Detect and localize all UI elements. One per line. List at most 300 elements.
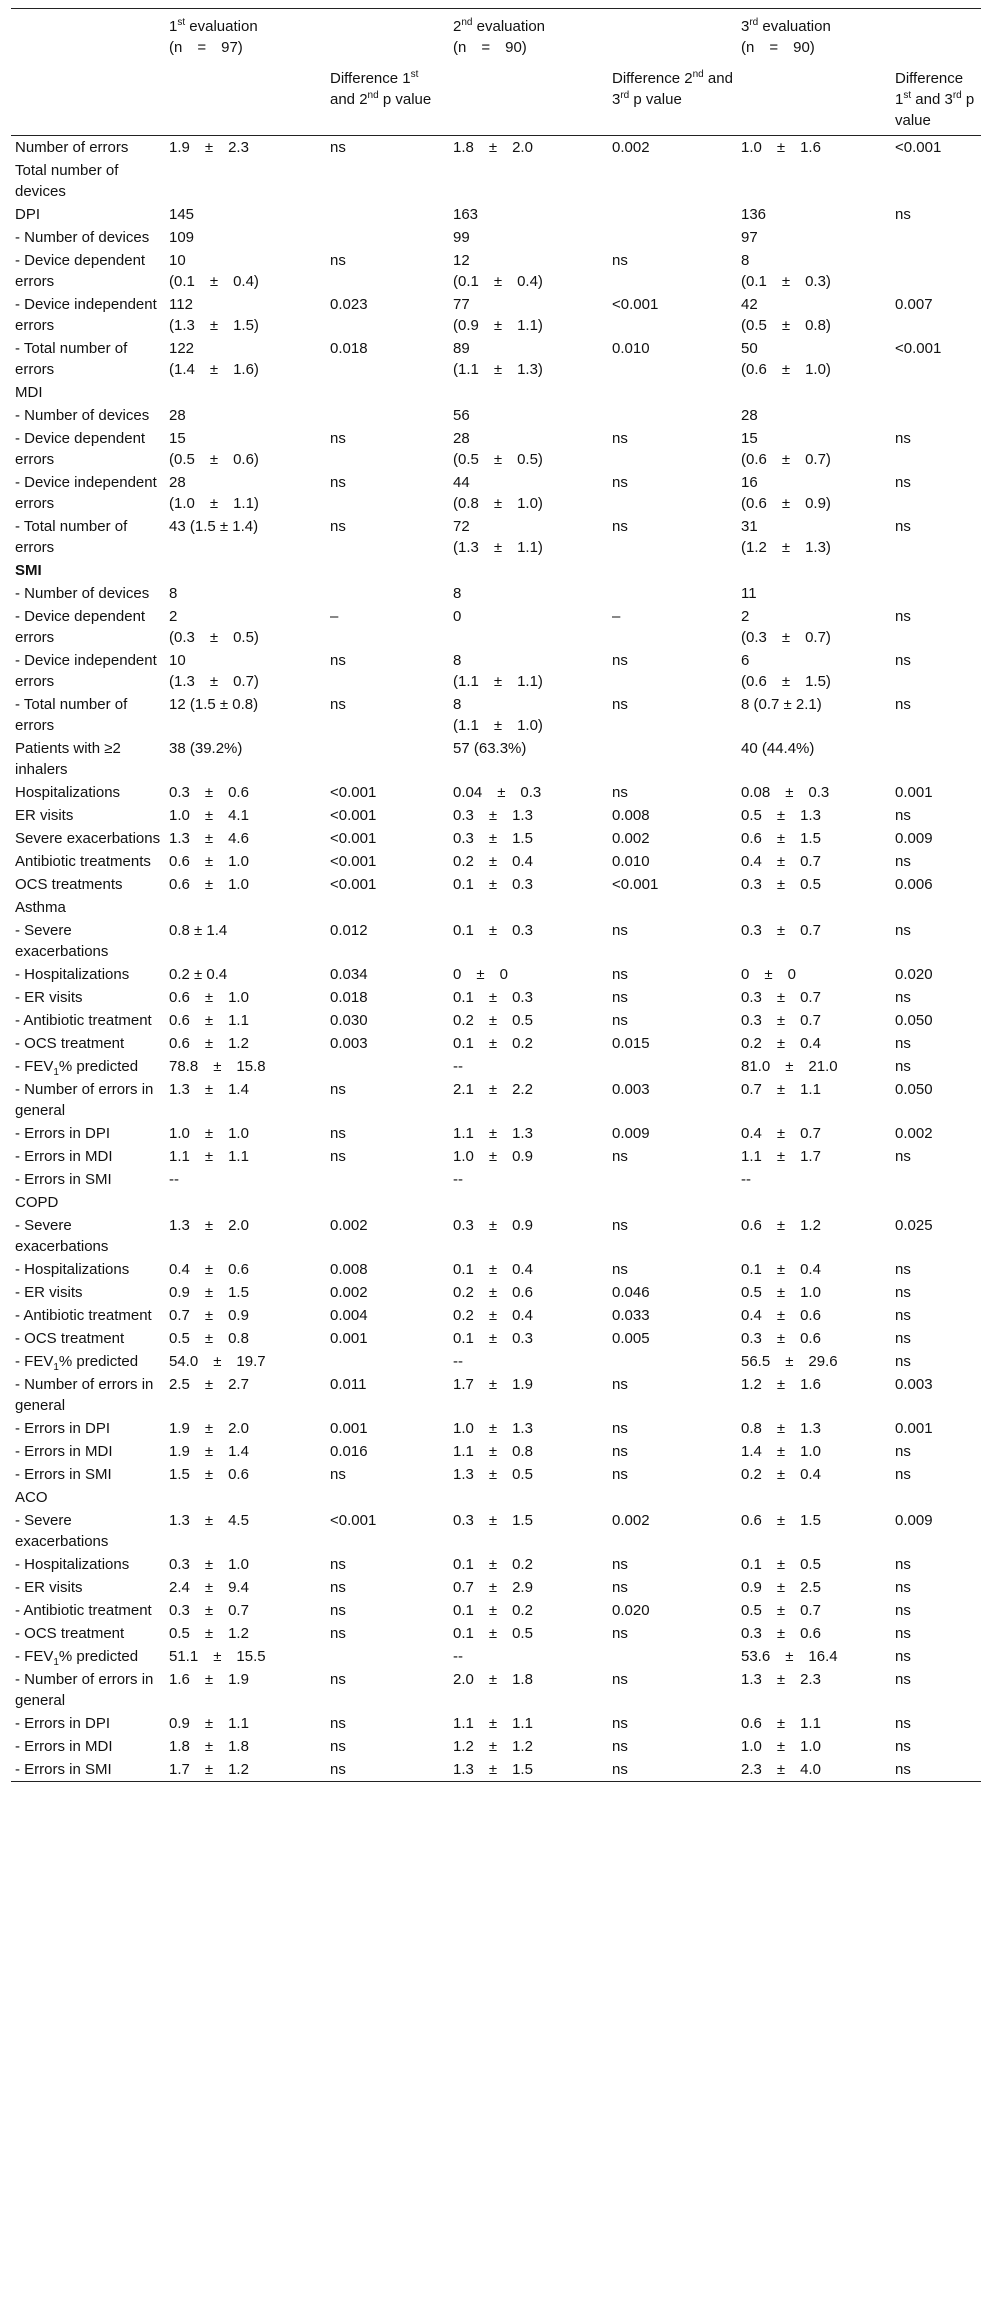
diff13-p (891, 1168, 981, 1191)
diff23-p: ns (612, 989, 628, 1006)
eval3-value: 1.0 ± 1.6 (741, 139, 821, 156)
row-label: - ER visits (15, 1579, 83, 1596)
eval1-value: 28 (1.0 ± 1.1) (169, 474, 259, 512)
diff12-p: 0.003 (330, 1035, 368, 1052)
table-row (11, 1145, 981, 1168)
eval1-value: 38 (39.2%) (169, 740, 243, 757)
diff23-p: ns (612, 1466, 628, 1483)
eval1-value (165, 559, 326, 582)
eval1-value (165, 896, 326, 919)
eval3-value: 0.9 ± 2.5 (741, 1579, 821, 1596)
eval3-value: 0.8 ± 1.3 (741, 1420, 821, 1437)
diff12-p: ns (330, 430, 346, 447)
row-label: - Errors in MDI (15, 1148, 113, 1165)
row-label: - Errors in SMI (15, 1171, 112, 1188)
row-label: - Antibiotic treatment (15, 1012, 152, 1029)
eval1-value: 0.5 ± 1.2 (169, 1625, 249, 1642)
eval3-value (737, 159, 891, 203)
eval3-value: 0 ± 0 (741, 966, 796, 983)
table-row (11, 1735, 981, 1758)
diff13-p (891, 1486, 981, 1509)
diff23-p: ns (612, 1376, 628, 1393)
diff13-s1: st (903, 90, 912, 101)
eval3-value: 0.6 ± 1.5 (741, 1512, 821, 1529)
eval3-value: 97 (741, 229, 758, 246)
row-label: - ER visits (15, 989, 83, 1006)
row-label: - Total number of errors (15, 340, 128, 378)
diff23-p: ns (612, 1148, 628, 1165)
table-row (11, 919, 981, 963)
diff13-p: ns (895, 1671, 911, 1688)
table-row (11, 1373, 981, 1417)
table-row (11, 1009, 981, 1032)
header-diff23 (608, 68, 737, 136)
table-row (11, 203, 981, 226)
table-row (11, 737, 981, 781)
diff23-p: 0.010 (612, 853, 650, 870)
diff13-p: ns (895, 1307, 911, 1324)
diff12-p (326, 582, 449, 605)
diff12-p: 0.012 (330, 922, 368, 939)
row-label: - Total number of errors (15, 518, 128, 556)
table-row (11, 1350, 981, 1373)
row-label: DPI (15, 206, 41, 223)
table-row (11, 1304, 981, 1327)
eval1-value: 145 (169, 206, 195, 223)
eval1-number: 1 (169, 18, 178, 35)
table-row (11, 582, 981, 605)
table-row (11, 963, 981, 986)
table-row (11, 1440, 981, 1463)
eval2-value: 77 (0.9 ± 1.1) (453, 296, 543, 334)
eval2-value: 0.3 ± 1.3 (453, 807, 533, 824)
diff12-p (326, 1645, 449, 1668)
diff23-p: 0.003 (612, 1081, 650, 1098)
eval1-value: 43 (1.5 ± 1.4) (169, 518, 259, 535)
diff13-p (891, 1191, 981, 1214)
eval2-value: 99 (453, 229, 470, 246)
eval3-value: 0.1 ± 0.5 (741, 1556, 821, 1573)
row-label: - Antibiotic treatment (15, 1307, 152, 1324)
eval2-value: 0.2 ± 0.5 (453, 1012, 533, 1029)
diff23-p (608, 1645, 737, 1668)
eval2-value: 0.1 ± 0.2 (453, 1556, 533, 1573)
header-eval3 (737, 9, 981, 69)
eval1-value: 1.3 ± 4.6 (169, 830, 249, 847)
table-row (11, 605, 981, 649)
row-label: - Errors in DPI (15, 1715, 111, 1732)
diff23-p: ns (612, 1420, 628, 1437)
eval3-number: 3 (741, 18, 750, 35)
eval1-value: -- (169, 1171, 179, 1188)
diff13-p: 0.002 (895, 1125, 933, 1142)
diff12-p (326, 1350, 449, 1373)
eval3-value: 0.5 ± 1.0 (741, 1284, 821, 1301)
eval2-value: 1.1 ± 1.3 (453, 1125, 533, 1142)
diff12-p (326, 159, 449, 203)
diff13-p: ns (895, 1648, 911, 1665)
diff13-c: p value (895, 91, 975, 129)
table-row (11, 850, 981, 873)
diff23-p (608, 737, 737, 781)
table-row (11, 1509, 981, 1553)
table-row (11, 1758, 981, 1782)
table-row (11, 1622, 981, 1645)
eval3-value: 50 (0.6 ± 1.0) (741, 340, 831, 378)
eval2-value: 0.2 ± 0.6 (453, 1284, 533, 1301)
eval3-value: 16 (0.6 ± 0.9) (741, 474, 831, 512)
row-label: - Number of devices (15, 585, 150, 602)
diff12-p: ns (330, 1602, 346, 1619)
eval2-n: (n = 90) (453, 39, 527, 56)
diff13-p: 0.001 (895, 1420, 933, 1437)
eval2-value: 0.7 ± 2.9 (453, 1579, 533, 1596)
row-label: - Number of errors in general (15, 1081, 154, 1119)
row-label: - Antibiotic treatment (15, 1602, 152, 1619)
table-row (11, 404, 981, 427)
eval2-value (449, 559, 608, 582)
table-row (11, 693, 981, 737)
eval3-value: 8 (0.1 ± 0.3) (741, 252, 831, 290)
diff12-p: ns (330, 1556, 346, 1573)
diff23-p: <0.001 (612, 876, 659, 893)
eval1-value: 0.6 ± 1.0 (169, 853, 249, 870)
row-label: - Errors in DPI (15, 1125, 111, 1142)
diff13-p: 0.007 (895, 296, 933, 313)
eval3-value: 42 (0.5 ± 0.8) (741, 296, 831, 334)
diff23-p: ns (612, 1671, 628, 1688)
diff12-p: ns (330, 696, 346, 713)
eval3-value: 0.08 ± 0.3 (741, 784, 830, 801)
eval2-value: 1.0 ± 1.3 (453, 1420, 533, 1437)
table-row (11, 804, 981, 827)
header-eval2 (449, 9, 737, 69)
row-label: - $FEV_1\%$ predicted (15, 1353, 139, 1373)
table-row (11, 515, 981, 559)
eval3-value: 0.3 ± 0.7 (741, 922, 821, 939)
diff13-p: ns (891, 1758, 981, 1782)
table-row (11, 1668, 981, 1712)
eval2-value: 0.1 ± 0.4 (453, 1261, 533, 1278)
eval1-value: 1.8 ± 1.8 (169, 1738, 249, 1755)
row-label: - Errors in MDI (15, 1443, 113, 1460)
diff13-p: 0.020 (895, 966, 933, 983)
eval2-value: 0.2 ± 0.4 (453, 853, 533, 870)
eval1-value: 1.3 ± 2.0 (169, 1217, 249, 1234)
diff13-p: ns (895, 1715, 911, 1732)
eval1-value: 0.8 ± 1.4 (169, 922, 228, 939)
diff23-p (608, 896, 737, 919)
eval2-value: 8 (453, 585, 462, 602)
diff12-p: 0.030 (330, 1012, 368, 1029)
table-row (11, 1645, 981, 1668)
diff12-p: ns (330, 1148, 346, 1165)
table-row (11, 381, 981, 404)
diff12-p: ns (330, 1625, 346, 1642)
eval2-value: 0.1 ± 0.3 (453, 922, 533, 939)
table-row (11, 1281, 981, 1304)
diff23-c: p value (629, 91, 682, 108)
diff13-p (891, 249, 981, 293)
table-row (11, 1122, 981, 1145)
diff13-p: ns (895, 518, 911, 535)
diff23-p: ns (612, 1556, 628, 1573)
row-label: - OCS treatment (15, 1330, 125, 1347)
diff12-p (326, 737, 449, 781)
row-label: - Severe exacerbations (15, 922, 109, 960)
diff23-p: ns (612, 1012, 628, 1029)
eval2-value: 1.8 ± 2.0 (453, 139, 533, 156)
diff12-p: <0.001 (330, 853, 377, 870)
eval3-value: 1.0 ± 1.0 (741, 1738, 821, 1755)
eval2-value: 1.2 ± 1.2 (453, 1738, 533, 1755)
eval2-value: 1.0 ± 0.9 (453, 1148, 533, 1165)
diff12-p: <0.001 (330, 830, 377, 847)
diff12-a: Difference 1 (330, 70, 411, 87)
eval3-label: evaluation (758, 18, 831, 35)
eval1-value: 0.3 ± 0.7 (169, 1602, 249, 1619)
row-label: Asthma (15, 899, 66, 916)
diff23-p (608, 1168, 737, 1191)
table-row (11, 896, 981, 919)
row-label: - Device independent errors (15, 652, 157, 690)
eval2-value: -- (453, 1648, 463, 1665)
diff12-p: ns (330, 1579, 346, 1596)
diff23-p: ns (612, 1625, 628, 1642)
diff23-a: Difference 2 (612, 70, 693, 87)
diff23-p: 0.002 (612, 139, 650, 156)
row-label: Number of errors (15, 139, 129, 156)
diff23-p: <0.001 (612, 296, 659, 313)
diff13-p: ns (895, 430, 911, 447)
row-label: - Errors in MDI (15, 1738, 113, 1755)
eval2-value: 163 (453, 206, 479, 223)
table-row (11, 249, 981, 293)
diff23-p: ns (612, 430, 628, 447)
diff13-p (891, 404, 981, 427)
table-row (11, 1032, 981, 1055)
table-row (11, 1463, 981, 1486)
diff12-p: ns (330, 474, 346, 491)
table-row (11, 986, 981, 1009)
diff13-p: 0.009 (895, 830, 933, 847)
row-label: - Number of devices (15, 407, 150, 424)
diff13-p: ns (895, 807, 911, 824)
diff23-p: 0.008 (612, 807, 650, 824)
eval1-value: 2.4 ± 9.4 (169, 1579, 249, 1596)
diff13-p: ns (895, 922, 911, 939)
diff13-p: ns (895, 206, 911, 223)
diff23-b: and 3 (612, 70, 733, 108)
eval1-value: 0.9 ± 1.1 (169, 1715, 249, 1732)
results-table-container (11, 8, 981, 1782)
eval2-value: 0.3 ± 1.5 (453, 830, 533, 847)
diff13-p: ns (895, 474, 911, 491)
diff13-p: ns (895, 1556, 911, 1573)
diff13-p (891, 159, 981, 203)
eval3-value: 0.3 ± 0.7 (741, 989, 821, 1006)
diff12-s2: nd (367, 90, 379, 101)
eval3-value: 0.7 ± 1.1 (741, 1081, 821, 1098)
eval3-value: 6 (0.6 ± 1.5) (741, 652, 831, 690)
eval1-value: 0.3 ± 0.6 (169, 784, 249, 801)
row-label: - Device dependent errors (15, 430, 146, 468)
eval3-n: (n = 90) (741, 39, 815, 56)
eval1-value: 0.6 ± 1.0 (169, 989, 249, 1006)
eval3-value: 0.4 ± 0.6 (741, 1307, 821, 1324)
diff13-p: 0.006 (895, 876, 933, 893)
table-row (11, 1486, 981, 1509)
diff12-p (326, 404, 449, 427)
diff13-p: ns (895, 1602, 911, 1619)
diff13-p: ns (895, 1284, 911, 1301)
table-row (11, 827, 981, 850)
diff13-p: 0.001 (895, 784, 933, 801)
diff23-p: 0.002 (612, 1512, 650, 1529)
eval3-value: 0.4 ± 0.7 (741, 1125, 821, 1142)
eval1-n: (n = 97) (169, 39, 243, 56)
row-label: - Severe exacerbations (15, 1217, 109, 1255)
diff12-p (326, 896, 449, 919)
table-row (11, 1417, 981, 1440)
eval2-value: 2.1 ± 2.2 (453, 1081, 533, 1098)
diff13-p (891, 559, 981, 582)
eval1-value: 0.4 ± 0.6 (169, 1261, 249, 1278)
diff12-p (326, 203, 449, 226)
eval1-value: 54.0 ± 19.7 (169, 1353, 266, 1370)
eval2-suffix: nd (461, 17, 473, 28)
diff12-p: ns (330, 1125, 346, 1142)
eval1-value: 1.3 ± 1.4 (169, 1081, 249, 1098)
table-row (11, 1712, 981, 1735)
eval1-value: 0.6 ± 1.1 (169, 1012, 249, 1029)
diff12-p: 0.002 (330, 1284, 368, 1301)
diff12-p: 0.011 (330, 1376, 367, 1393)
diff23-p: 0.020 (612, 1602, 650, 1619)
eval1-value: 1.5 ± 0.6 (169, 1466, 249, 1483)
row-label: SMI (15, 562, 42, 579)
eval2-number: 2 (453, 18, 462, 35)
header-empty-2 (11, 68, 165, 136)
table-row (11, 1191, 981, 1214)
eval1-value: 112 (1.3 ± 1.5) (169, 296, 259, 334)
eval3-value: 0.3 ± 0.6 (741, 1625, 821, 1642)
eval1-value: 122 (1.4 ± 1.6) (169, 340, 259, 378)
diff23-p: ns (612, 784, 628, 801)
diff13-p: ns (895, 1738, 911, 1755)
diff13-p: ns (895, 989, 911, 1006)
row-label: ACO (15, 1489, 48, 1506)
eval1-value: 12 (1.5 ± 0.8) (169, 696, 259, 713)
diff12-p (326, 381, 449, 404)
row-label: - Errors in SMI (15, 1466, 112, 1483)
eval2-value: 8 (1.1 ± 1.1) (453, 652, 543, 690)
eval1-suffix: st (177, 17, 186, 28)
eval1-value (165, 1486, 326, 1509)
eval1-value (165, 159, 326, 203)
eval2-value: 0.04 ± 0.3 (453, 784, 542, 801)
eval1-value: 0.6 ± 1.0 (169, 876, 249, 893)
diff12-p: <0.001 (330, 784, 377, 801)
row-label: - OCS treatment (15, 1625, 125, 1642)
eval3-value: 0.6 ± 1.2 (741, 1217, 821, 1234)
diff23-p: 0.005 (612, 1330, 650, 1347)
row-label: - Hospitalizations (15, 966, 130, 983)
table-row (11, 781, 981, 804)
diff13-p: ns (895, 1625, 911, 1642)
diff23-p: ns (612, 1738, 628, 1755)
diff13-p: <0.001 (895, 340, 942, 357)
eval2-value (449, 896, 608, 919)
diff13-b: and 3 (911, 91, 953, 108)
eval3-value: 136 (741, 206, 767, 223)
eval1-value: 0.3 ± 1.0 (169, 1556, 249, 1573)
header-empty-4 (449, 68, 608, 136)
diff13-p: 0.025 (895, 1217, 933, 1234)
eval3-value (737, 559, 891, 582)
eval1-value: 10 (1.3 ± 0.7) (169, 652, 259, 690)
row-label: ER visits (15, 807, 74, 824)
diff12-p: ns (330, 139, 346, 156)
diff23-p (608, 203, 737, 226)
diff23-p: ns (612, 696, 628, 713)
diff12-p (326, 1168, 449, 1191)
eval2-value: 0.1 ± 0.3 (453, 876, 533, 893)
diff12-p: 0.002 (330, 1217, 368, 1234)
diff12-p: – (330, 608, 339, 625)
row-label: - Device dependent errors (15, 608, 146, 646)
eval2-value: 0 ± 0 (453, 966, 508, 983)
diff23-p (608, 226, 737, 249)
diff23-p: 0.033 (612, 1307, 650, 1324)
diff12-b: and 2 (330, 91, 368, 108)
eval1-value: 1.7 ± 1.2 (165, 1758, 326, 1782)
diff12-p: ns (330, 1466, 346, 1483)
eval1-value: 1.9 ± 1.4 (169, 1443, 249, 1460)
eval3-value (737, 381, 891, 404)
eval1-value: 0.5 ± 0.8 (169, 1330, 249, 1347)
diff12-p: <0.001 (330, 876, 377, 893)
header-diff12 (326, 68, 449, 136)
eval2-value (449, 1486, 608, 1509)
eval2-value (449, 1191, 608, 1214)
diff23-p: – (612, 608, 621, 625)
diff13-p: 0.050 (895, 1081, 933, 1098)
table-row (11, 427, 981, 471)
eval3-value: 1.2 ± 1.6 (741, 1376, 821, 1393)
diff12-p: ns (330, 252, 346, 269)
diff12-p (326, 559, 449, 582)
diff23-p: ns (612, 966, 628, 983)
eval2-value: 8 (1.1 ± 1.0) (453, 696, 543, 734)
diff23-p: ns (612, 474, 628, 491)
table-row (11, 471, 981, 515)
row-label: - Number of errors in general (15, 1671, 154, 1709)
eval2-value: 0.3 ± 1.5 (453, 1512, 533, 1529)
eval2-value (449, 159, 608, 203)
diff12-p: 0.018 (330, 989, 368, 1006)
eval1-value: 8 (169, 585, 178, 602)
eval2-value: 0.1 ± 0.2 (453, 1602, 533, 1619)
eval2-value: 56 (453, 407, 470, 424)
row-label: - Hospitalizations (15, 1556, 130, 1573)
diff23-p: ns (612, 1217, 628, 1234)
row-label: - Number of errors in general (15, 1376, 154, 1414)
diff12-p: 0.016 (330, 1443, 368, 1460)
eval2-value: 1.1 ± 1.1 (453, 1715, 533, 1732)
eval3-value: 1.3 ± 2.3 (741, 1671, 821, 1688)
eval2-label: evaluation (472, 18, 546, 35)
